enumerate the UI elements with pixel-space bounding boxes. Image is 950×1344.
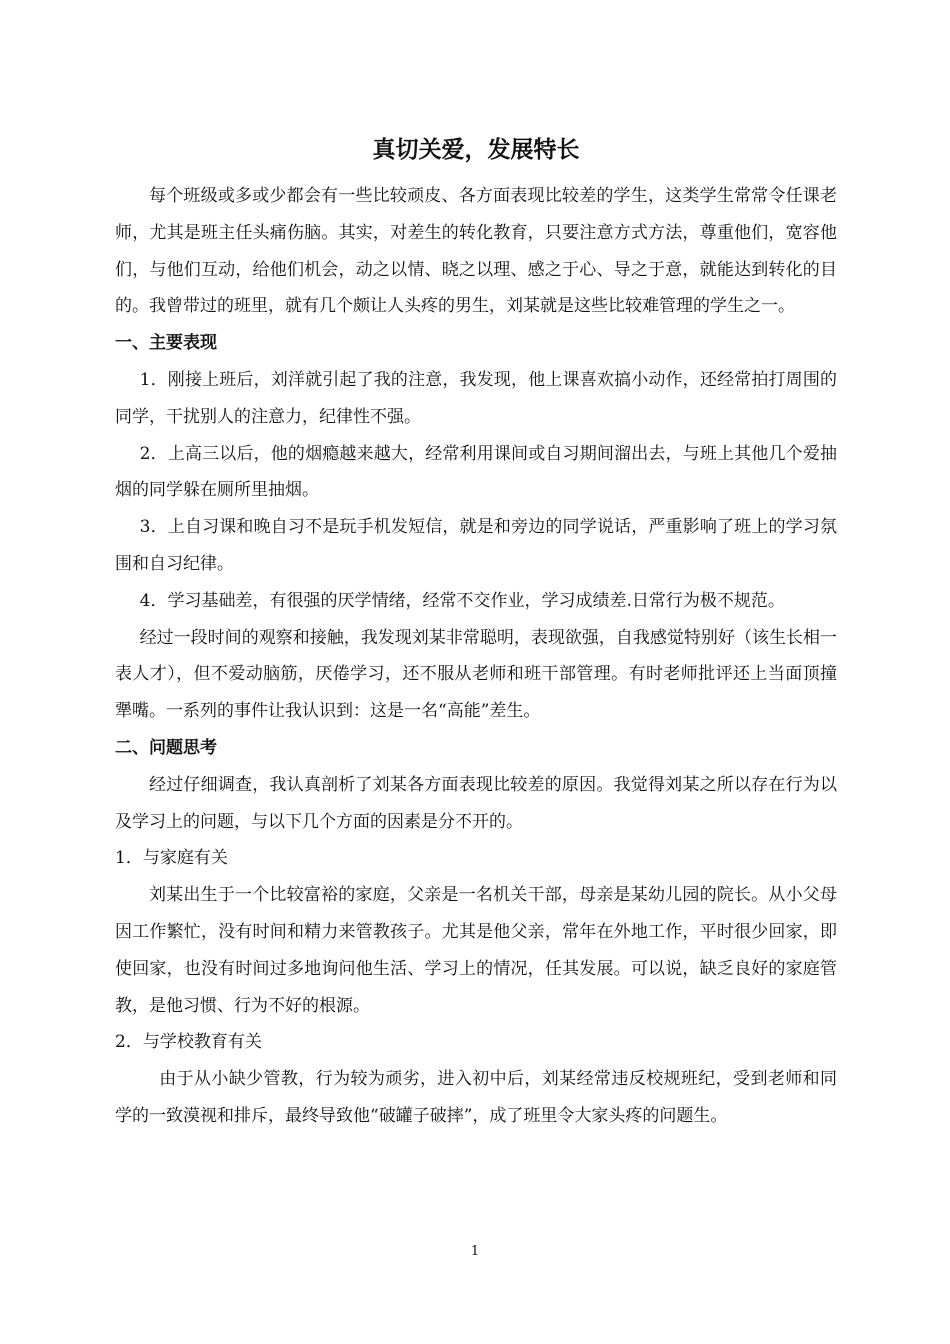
- document-body: [115, 130, 837, 1135]
- performance-item-2: 2．上高三以后，他的烟瘾越来越大，经常利用课间或自习期间溜出去，与班上其他几个爱抽烟的同学躲在厕所里抽烟。: [115, 443, 837, 501]
- family-paragraph: 刘某出生于一个比较富裕的家庭，父亲是一名机关干部，母亲是某幼儿园的院长。从小父母因工作繁忙，没有时间和精力来管教孩子。尤其是他父亲，常年在外地工作，平时很少回家，即使回家，也没有时间过多地询问他生活、学习上的情况，任其发展。可以说，缺乏良好的家庭管教，是他习惯、行为不好的根源。: [115, 885, 837, 1016]
- section-heading-problem-thinking: 二、问题思考: [115, 737, 217, 758]
- section-heading-main-performance: 一、主要表现: [115, 333, 217, 354]
- subheading-family: 1．与家庭有关: [115, 848, 228, 869]
- performance-item-4: 4．学习基础差，有很强的厌学情绪，经常不交作业，学习成绩差.日常行为极不规范。: [139, 590, 785, 611]
- subheading-school: 2．与学校教育有关: [115, 1032, 262, 1053]
- performance-summary: 经过一段时间的观察和接触，我发现刘某非常聪明，表现欲强，自我感觉特别好（该生长相一表人才），但不爱动脑筋，厌倦学习，还不服从老师和班干部管理。有时老师批评还上当面顶撞犟嘴。一系列的事件让我认识到：这是一名“高能”差生。: [115, 627, 837, 722]
- document-title: 真切关爱，发展特长: [372, 137, 580, 163]
- school-paragraph: 由于从小缺少管教，行为较为顽劣，进入初中后，刘某经常违反校规班纪，受到老师和同学的一致漠视和排斥，最终导致他“破罐子破摔”，成了班里令大家头疼的问题生。: [115, 1069, 837, 1126]
- performance-item-1: 1．刚接上班后，刘洋就引起了我的注意，我发现，他上课喜欢搞小动作，还经常拍打周围的同学，干扰别人的注意力，纪律性不强。: [115, 369, 837, 427]
- intro-paragraph: 每个班级或多或少都会有一些比较顽皮、各方面表现比较差的学生，这类学生常常令任课老师，尤其是班主任头痛伤脑。其实，对差生的转化教育，只要注意方式方法，尊重他们，宽容他们，与他们互动，给他们机会，动之以情、晓之以理、感之于心、导之于意，就能达到转化的目的。我曾带过的班里，就有几个颇让人头疼的男生，刘某就是这些比较难管理的学生之一。: [115, 186, 837, 317]
- performance-item-3: 3．上自习课和晚自习不是玩手机发短信，就是和旁边的同学说话，严重影响了班上的学习氛围和自习纪律。: [115, 517, 837, 574]
- page-number: 1: [470, 1244, 480, 1259]
- problem-intro: 经过仔细调查，我认真剖析了刘某各方面表现比较差的原因。我觉得刘某之所以存在行为以及学习上的问题，与以下几个方面的因素是分不开的。: [115, 774, 837, 832]
